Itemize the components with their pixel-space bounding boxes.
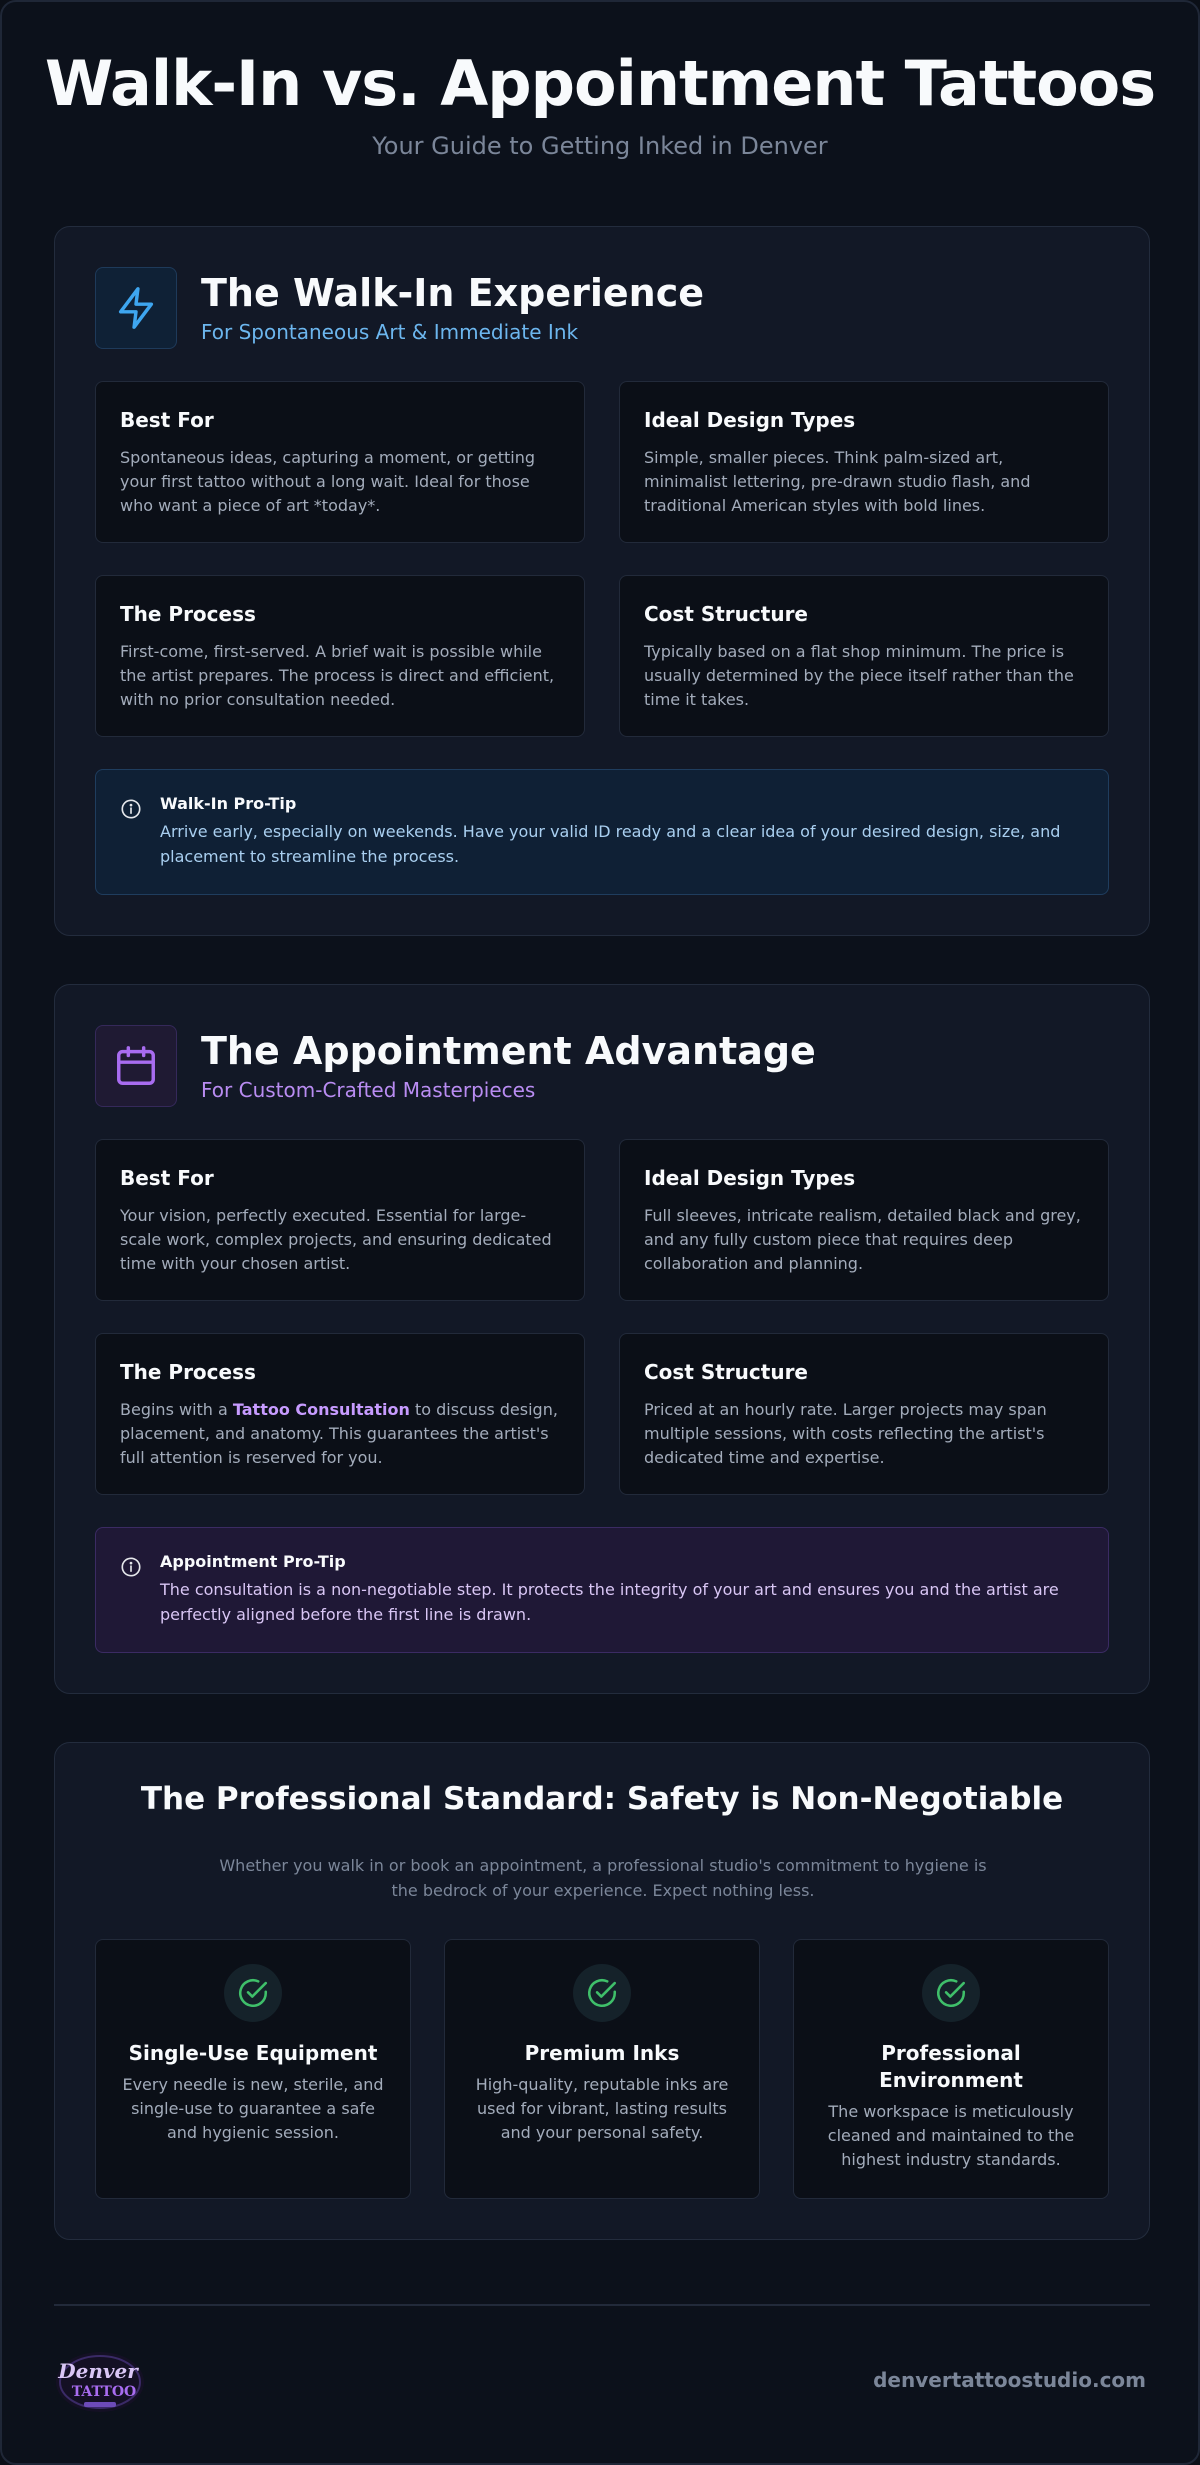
tile-text: Spontaneous ideas, capturing a moment, or getting your first tattoo without a long wait. Ideal for those who want a piece of art *today*.: [120, 448, 536, 515]
safety-title: The Professional Standard: Safety is Non-Negotiable: [140, 1781, 1064, 1817]
tile-text: First-come, first-served. A brief wait is possible while the artist prepares. The process is direct and efficient, with no prior consultation needed.: [120, 642, 555, 709]
appointment-best-for: [95, 1139, 585, 1301]
footer-divider: [54, 2304, 1150, 2306]
walk-in-pro-tip: [95, 769, 1109, 895]
page-title: Walk-In vs. Appointment Tattoos: [44, 47, 1156, 120]
calendar-icon: [95, 1025, 177, 1107]
tile-title: Cost Structure: [644, 1360, 808, 1384]
info-icon: [120, 1556, 142, 1582]
check-circle-icon: [922, 1964, 980, 2022]
tile-title: Best For: [120, 1166, 214, 1190]
appointment-pro-tip: [95, 1527, 1109, 1653]
walk-in-header: [95, 267, 704, 349]
tile-text: Typically based on a flat shop minimum. The price is usually determined by the piece itself rather than the time it takes.: [644, 642, 1074, 709]
tip-title: Walk-In Pro-Tip: [160, 794, 297, 813]
feature-single-use-equipment: [95, 1939, 411, 2199]
info-icon: [120, 798, 142, 824]
feature-text: Every needle is new, sterile, and single-use to guarantee a safe and hygienic session.: [122, 2075, 384, 2142]
walk-in-design-types: [619, 381, 1109, 543]
walk-in-section: [54, 226, 1150, 936]
feature-text: The workspace is meticulously cleaned and maintained to the highest industry standards.: [827, 2102, 1075, 2169]
tip-title: Appointment Pro-Tip: [160, 1552, 346, 1571]
tip-text: Arrive early, especially on weekends. Have your valid ID ready and a clear idea of your desired design, size, and placement to streamline the process.: [160, 822, 1061, 866]
tile-text: Priced at an hourly rate. Larger projects may span multiple sessions, with costs reflecting the artist's dedicated time and expertise.: [644, 1400, 1047, 1467]
walk-in-cost: [619, 575, 1109, 737]
feature-title: Premium Inks: [524, 2041, 680, 2065]
appointment-design-types: [619, 1139, 1109, 1301]
appointment-section: [54, 984, 1150, 1694]
text-segment: to discuss design, placement, and anatomy. This guarantees the artist's full attention is reserved for you.: [120, 1400, 558, 1467]
feature-title: Professional Environment: [879, 2041, 1023, 2092]
walk-in-subtitle: For Spontaneous Art & Immediate Ink: [201, 319, 579, 344]
walk-in-title: The Walk-In Experience: [201, 271, 704, 316]
feature-professional-environment: [793, 1939, 1109, 2199]
text-segment: Begins with a: [120, 1400, 233, 1419]
feature-title: Single-Use Equipment: [128, 2041, 378, 2065]
appointment-process: [95, 1333, 585, 1495]
tile-title: The Process: [120, 602, 256, 626]
appointment-header: [95, 1025, 816, 1107]
feature-premium-inks: [444, 1939, 760, 2199]
svg-text:Denver: Denver: [58, 2359, 138, 2383]
tile-title: The Process: [120, 1360, 256, 1384]
walk-in-process: [95, 575, 585, 737]
studio-logo[interactable]: [54, 2346, 146, 2416]
tile-text: Simple, smaller pieces. Think palm-sized art, minimalist lettering, pre-drawn studio flash, and traditional American styles with bold lines.: [644, 448, 1031, 515]
safety-section: [54, 1742, 1150, 2240]
appointment-subtitle: For Custom-Crafted Masterpieces: [201, 1077, 536, 1102]
check-circle-icon: [224, 1964, 282, 2022]
tile-title: Ideal Design Types: [644, 408, 856, 432]
tile-title: Cost Structure: [644, 602, 808, 626]
tile-title: Best For: [120, 408, 214, 432]
tile-title: Ideal Design Types: [644, 1166, 856, 1190]
hero: [2, 2, 1198, 160]
walk-in-best-for: [95, 381, 585, 543]
appointment-title: The Appointment Advantage: [201, 1029, 816, 1074]
lightning-bolt-icon: [95, 267, 177, 349]
website-link[interactable]: denvertattoostudio.com: [873, 2368, 1146, 2392]
safety-intro: Whether you walk in or book an appointment, a professional studio's commitment to hygiene is the bedrock of your experience. Expect nothing less.: [219, 1856, 987, 1900]
tile-text: Full sleeves, intricate realism, detailed black and grey, and any fully custom piece that requires deep collaboration and planning.: [644, 1206, 1081, 1273]
appointment-cost: [619, 1333, 1109, 1495]
consultation-highlight: Tattoo Consultation: [232, 1400, 410, 1419]
feature-text: High-quality, reputable inks are used for vibrant, lasting results and your personal safety.: [475, 2075, 729, 2142]
tile-text: [120, 1398, 560, 1470]
tile-text: Your vision, perfectly executed. Essential for large-scale work, complex projects, and ensuring dedicated time with your chosen artist.: [120, 1206, 552, 1273]
tip-text: The consultation is a non-negotiable step. It protects the integrity of your art and ensures you and the artist are perfectly aligned before the first line is drawn.: [160, 1580, 1059, 1624]
page-subtitle: Your Guide to Getting Inked in Denver: [372, 132, 828, 161]
svg-text:TATTOO: TATTOO: [71, 2384, 137, 2400]
check-circle-icon: [573, 1964, 631, 2022]
